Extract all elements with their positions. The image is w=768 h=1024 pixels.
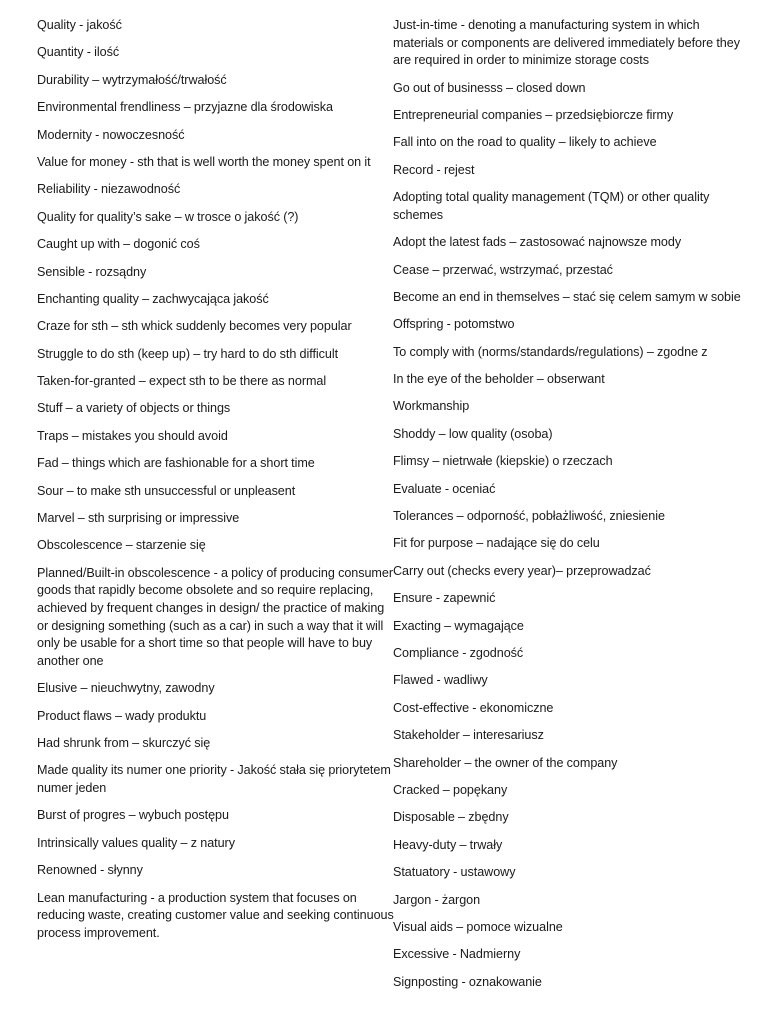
vocab-entry: Flimsy – nietrwałe (kiepskie) o rzeczach xyxy=(393,454,613,469)
vocab-entry: Entrepreneurial companies – przedsiębiorcze firmy xyxy=(393,107,674,122)
vocab-entry: Workmanship xyxy=(393,399,470,414)
vocab-entry: Quality - jakość xyxy=(37,18,122,32)
vocab-entry: Exacting – wymagające xyxy=(393,618,524,633)
vocab-entry: Stakeholder – interesariusz xyxy=(393,728,544,743)
vocab-entry: To comply with (norms/standards/regulations) – zgodne z xyxy=(393,344,708,359)
vocab-entry: Heavy-duty – trwały xyxy=(393,837,503,852)
vocab-entry: Tolerances – odporność, pobłażliwość, zniesienie xyxy=(393,509,665,524)
vocab-entry: Evaluate - oceniać xyxy=(393,481,496,496)
vocab-entry: Struggle to do sth (keep up) – try hard to do sth difficult xyxy=(37,346,339,361)
vocab-entry: Fad – things which are fashionable for a short time xyxy=(37,456,315,471)
vocab-entry: Become an end in themselves – stać się celem samym w sobie xyxy=(393,289,741,304)
vocab-entry: Excessive - Nadmierny xyxy=(393,947,521,962)
vocab-entry: Cost-effective - ekonomiczne xyxy=(393,700,554,715)
vocab-entry: Signposting - oznakowanie xyxy=(393,974,542,989)
vocab-entry: Stuff – a variety of objects or things xyxy=(37,401,231,416)
vocab-entry: Quantity - ilość xyxy=(37,45,120,60)
vocab-entry: Flawed - wadliwy xyxy=(393,673,488,688)
vocab-entry: Cracked – popękany xyxy=(393,782,508,797)
vocab-entry: Record - rejest xyxy=(393,162,475,177)
vocab-entry: Go out of businesss – closed down xyxy=(393,80,586,95)
vocab-entry: Carry out (checks every year)– przeprowadzać xyxy=(393,563,651,578)
vocab-entry: Ensure - zapewnić xyxy=(393,591,496,606)
vocab-entry: Reliability - niezawodność xyxy=(37,182,181,197)
vocab-entry: Craze for sth – sth whick suddenly becomes very popular xyxy=(37,319,352,334)
vocab-entry: Traps – mistakes you should avoid xyxy=(37,428,228,443)
vocab-entry: Intrinsically values quality – z natury xyxy=(37,835,235,850)
vocab-entry: Shareholder – the owner of the company xyxy=(393,755,618,770)
vocab-entry: Value for money - sth that is well worth the money spent on it xyxy=(37,154,371,169)
vocab-entry: Taken-for-granted – expect sth to be there as normal xyxy=(37,374,327,389)
vocab-entry: Renowned - słynny xyxy=(37,863,143,878)
vocab-entry: Planned/Built-in obscolescence - a policy of producing consumer goods that rapidly become obsolete and so require replacing, achieved by frequent changes in design/ the practice of making or designing something (such as a car) in such a way that it will only be usable for a short time so that people will have to buy another one xyxy=(37,565,393,668)
vocab-entry: Obscolescence – starzenie się xyxy=(37,538,206,553)
vocab-entry: Had shrunk from – skurczyć się xyxy=(37,735,211,750)
vocab-entry: Shoddy – low quality (osoba) xyxy=(393,426,553,441)
vocab-entry: Visual aids – pomoce wizualne xyxy=(393,919,563,934)
vocab-entry: Modernity - nowoczesność xyxy=(37,127,185,142)
vocab-entry: In the eye of the beholder – obserwant xyxy=(393,372,605,387)
vocab-entry: Enchanting quality – zachwycająca jakość xyxy=(37,291,269,306)
vocab-entry: Compliance - zgodność xyxy=(393,645,524,660)
vocab-entry: Fall into on the road to quality – likely to achieve xyxy=(393,135,657,150)
vocab-entry: Statuatory - ustawowy xyxy=(393,865,516,880)
vocab-entry: Sour – to make sth unsuccessful or unpleasent xyxy=(37,483,296,498)
vocab-entry: Burst of progres – wybuch postępu xyxy=(37,808,229,823)
vocab-entry: Sensible - rozsądny xyxy=(37,264,147,279)
vocab-entry: Product flaws – wady produktu xyxy=(37,708,207,723)
vocab-entry: Fit for purpose – nadające się do celu xyxy=(393,536,600,551)
vocab-entry: Adopting total quality management (TQM) or other quality schemes xyxy=(393,190,710,222)
vocab-entry: Durability – wytrzymałość/trwałość xyxy=(37,72,227,87)
vocab-entry: Elusive – nieuchwytny, zawodny xyxy=(37,681,215,696)
vocab-entry: Jargon - żargon xyxy=(393,892,481,907)
vocab-entry: Cease – przerwać, wstrzymać, przestać xyxy=(393,262,613,277)
right-vocabulary-column xyxy=(393,17,745,1001)
vocab-entry: Environmental frendliness – przyjazne dla środowiska xyxy=(37,100,334,115)
vocab-entry: Made quality its numer one priority - Jakość stała się priorytetem numer jeden xyxy=(37,763,391,795)
vocab-entry: Adopt the latest fads – zastosować najnowsze mody xyxy=(393,235,682,250)
vocab-entry: Just-in-time - denoting a manufacturing system in which materials or components are delivered immediately before they are required in order to minimize storage costs xyxy=(393,18,740,68)
vocab-entry: Disposable – zbędny xyxy=(393,810,509,825)
vocab-entry: Marvel – sth surprising or impressive xyxy=(37,511,240,526)
vocab-entry: Quality for quality’s sake – w trosce o jakość (?) xyxy=(37,209,299,224)
vocab-entry: Lean manufacturing - a production system that focuses on reducing waste, creating customer value and seeking continuous process improvement. xyxy=(37,890,394,940)
vocab-entry: Caught up with – dogonić coś xyxy=(37,237,200,252)
vocab-entry: Offspring - potomstwo xyxy=(393,317,515,332)
left-vocabulary-column xyxy=(37,17,395,952)
